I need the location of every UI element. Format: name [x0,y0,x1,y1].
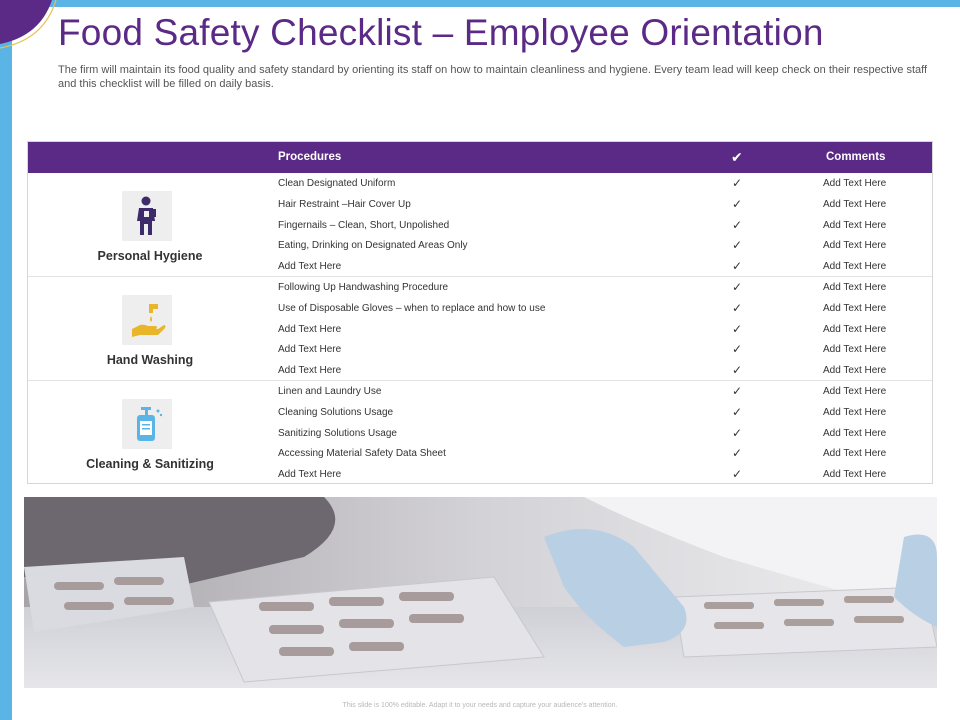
procedure-cell: Eating, Drinking on Designated Areas Only [278,240,468,252]
procedure-cell[interactable]: Add Text Here [278,365,342,377]
procedure-cell: Use of Disposable Gloves – when to replace and how to use [278,302,546,314]
check-mark[interactable]: ✓ [732,238,743,253]
table-row [28,443,932,464]
check-mark[interactable]: ✓ [732,425,743,440]
page-title: Food Safety Checklist – Employee Orientation [58,12,824,53]
check-mark[interactable]: ✓ [732,259,743,274]
check-mark[interactable]: ✓ [732,321,743,336]
table-row [28,423,932,444]
comment-cell[interactable]: Add Text Here [823,302,887,314]
group-personal-hygiene [28,173,932,277]
check-mark[interactable]: ✓ [732,384,743,398]
table-row [28,360,932,381]
comment-cell[interactable]: Add Text Here [823,178,887,189]
table-row [28,256,932,277]
table-row [28,215,932,236]
procedure-cell: Fingernails – Clean, Short, Unpolished [278,219,450,231]
procedure-cell[interactable]: Add Text Here [278,344,342,356]
comment-cell[interactable]: Add Text Here [823,469,887,481]
procedure-cell[interactable]: Add Text Here [278,469,342,481]
table-row [28,339,932,360]
footer-note: This slide is 100% editable. Adapt it to your needs and capture your audience's attention. [342,702,618,709]
check-mark[interactable]: ✓ [732,467,743,482]
comment-cell[interactable]: Add Text Here [823,282,887,293]
group-cleaning-sanitizing [28,381,932,484]
comment-cell[interactable]: Add Text Here [823,365,887,377]
header-check: ✔ [731,149,743,165]
procedure-cell: Clean Designated Uniform [278,178,396,189]
table-row [28,298,932,319]
procedure-cell[interactable]: Add Text Here [278,261,342,273]
checklist-table [27,141,933,484]
procedure-cell: Sanitizing Solutions Usage [278,427,397,439]
comment-cell[interactable]: Add Text Here [823,219,887,231]
table-row [28,173,932,194]
comment-cell[interactable]: Add Text Here [823,406,887,418]
header-procedures: Procedures [278,151,342,163]
check-mark[interactable]: ✓ [732,196,743,211]
procedure-cell: Accessing Material Safety Data Sheet [278,448,446,460]
procedure-cell[interactable]: Add Text Here [278,323,342,335]
top-frame-bar [0,0,960,7]
check-mark[interactable]: ✓ [732,176,743,190]
procedure-cell: Hair Restraint –Hair Cover Up [278,198,411,210]
group-hand-washing [28,277,932,381]
left-frame-bar [0,0,12,720]
check-mark[interactable]: ✓ [732,300,743,315]
comment-cell[interactable]: Add Text Here [823,261,887,273]
procedure-cell: Linen and Laundry Use [278,386,382,397]
procedure-cell: Following Up Handwashing Procedure [278,282,449,293]
table-row [28,402,932,423]
header-comments: Comments [826,151,886,163]
check-mark[interactable]: ✓ [732,280,743,294]
table-row [28,381,932,402]
table-row [28,277,932,298]
comment-cell[interactable]: Add Text Here [823,240,887,252]
table-row [28,235,932,256]
check-mark[interactable]: ✓ [732,404,743,419]
group-label: Personal Hygiene [97,249,203,263]
comment-cell[interactable]: Add Text Here [823,386,887,397]
gloved-hands-trays-photo [24,497,937,688]
table-row [28,319,932,340]
corner-decoration [0,0,60,50]
comment-cell[interactable]: Add Text Here [823,448,887,460]
procedure-cell: Cleaning Solutions Usage [278,406,394,418]
check-mark[interactable]: ✓ [732,342,743,357]
table-row [28,464,932,485]
group-label: Cleaning & Sanitizing [86,457,214,471]
comment-cell[interactable]: Add Text Here [823,198,887,210]
comment-cell[interactable]: Add Text Here [823,323,887,335]
table-header [28,142,932,173]
check-mark[interactable]: ✓ [732,446,743,461]
page-subtitle: The firm will maintain its food quality and safety standard by orienting its staff on how to maintain cleanliness and hygiene. Every team lead will keep check on their respective staff and this checklist will be filled on daily basis. [58,64,928,90]
check-mark[interactable]: ✓ [732,363,743,378]
comment-cell[interactable]: Add Text Here [823,344,887,356]
group-label: Hand Washing [106,353,194,367]
check-mark[interactable]: ✓ [732,217,743,232]
table-row [28,194,932,215]
comment-cell[interactable]: Add Text Here [823,427,887,439]
